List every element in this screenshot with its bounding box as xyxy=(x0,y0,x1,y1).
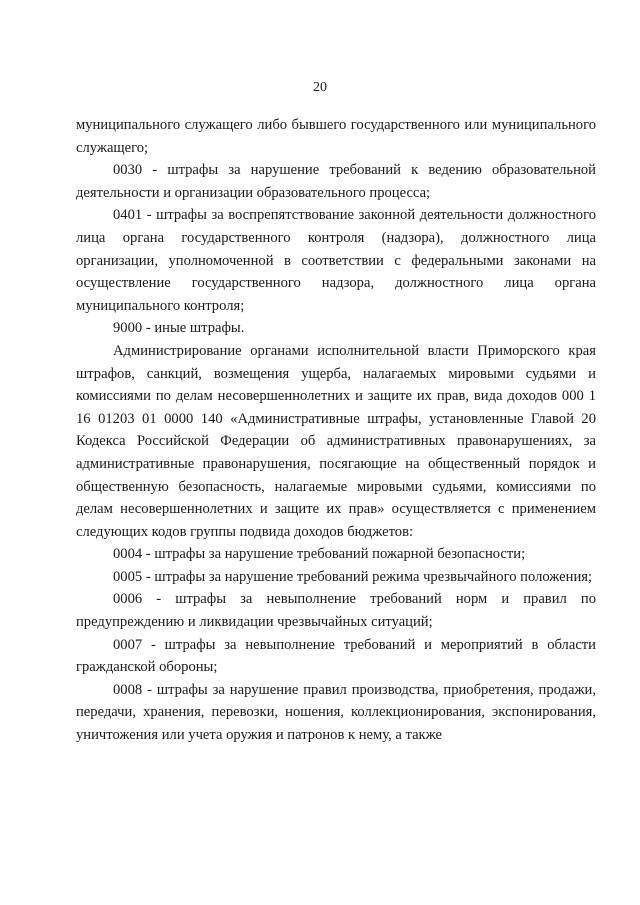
paragraph-code-0030: 0030 - штрафы за нарушение требований к ведению образовательной деятельности и организации образовательного процесса; xyxy=(76,162,596,201)
document-body xyxy=(76,114,596,747)
paragraph-code-0006: 0006 - штрафы за невыполнение требований норм и правил по предупреждению и ликвидации чрезвычайных ситуаций; xyxy=(76,591,596,631)
paragraph-continuation: муниципального служащего либо бывшего государственного или муниципального служащего; xyxy=(76,117,596,156)
paragraph-administration: Администрирование органами исполнительной власти Приморского края штрафов, санкций, возмещения ущерба, налагаемых мировыми судьями и комиссиями по делам несовершеннолетних и защите их прав, вида доходов 000 1 16 01203 01 0000 140 «Административные штрафы, установленные Главой 20 Кодекса Российской Федерации об административных правонарушениях, за административные правонарушения, посягающие на общественный порядок и общественную безопасность, налагаемые мировыми судьями, комиссиями по делам несовершеннолетних и защите их прав» осуществляется с применением следующих кодов группы подвида доходов бюджетов: xyxy=(76,342,596,540)
page-number: 20 xyxy=(313,80,327,95)
paragraph-code-0004: 0004 - штрафы за нарушение требований пожарной безопасности; xyxy=(113,546,526,563)
paragraph-code-0401: 0401 - штрафы за воспрепятствование законной деятельности должностного лица органа государственного контроля (надзора), должностного лица организации, уполномоченной в соответствии с федеральными законами на осуществление государственного надзора, должностного лица органа муниципального контроля; xyxy=(76,207,596,314)
paragraph-code-0008: 0008 - штрафы за нарушение правил производства, приобретения, продажи, передачи, хранения, перевозки, ношения, коллекционирования, экспонирования, уничтожения или учета оружия и патронов к нему, а также xyxy=(76,681,596,744)
paragraph-code-9000: 9000 - иные штрафы. xyxy=(113,320,245,337)
paragraph-code-0007: 0007 - штрафы за невыполнение требований и мероприятий в области гражданской обороны; xyxy=(76,636,596,676)
paragraph-code-0005: 0005 - штрафы за нарушение требований режима чрезвычайного положения; xyxy=(113,568,593,585)
